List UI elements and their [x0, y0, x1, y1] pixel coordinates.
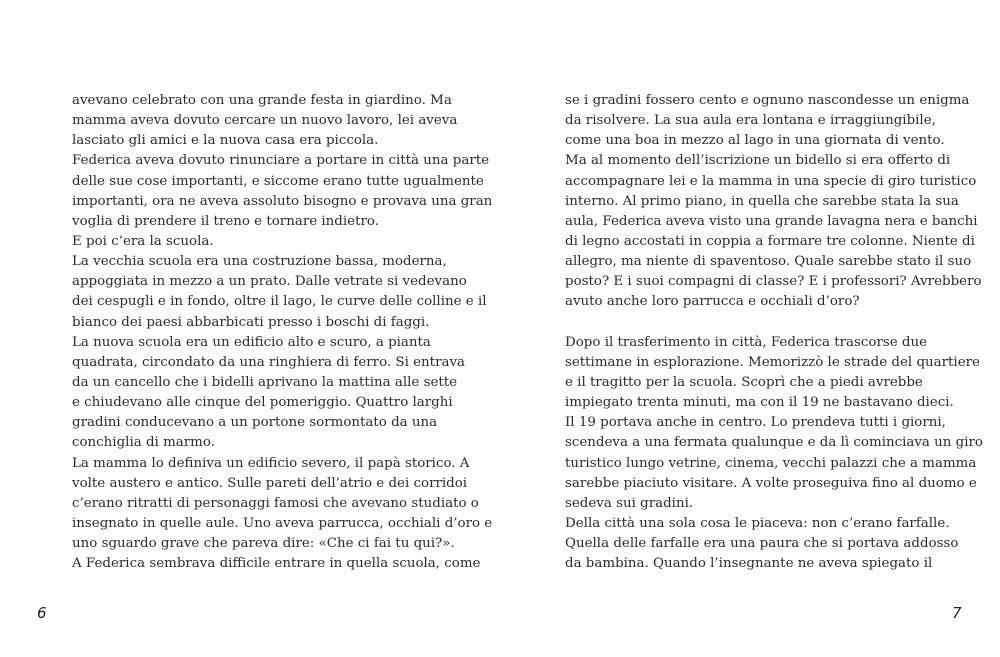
text-line: volte austero e antico. Sulle pareti dell’atrio e dei corridoi: [72, 475, 468, 491]
text-line: da un cancello che i bidelli aprivano la mattina alle sette: [72, 374, 458, 390]
text-line: da risolvere. La sua aula era lontana e irraggiungibile,: [565, 113, 936, 129]
text-line: Quella delle farfalle era una paura che si portava addosso: [565, 536, 959, 552]
text-line: mamma aveva dovuto cercare un nuovo lavoro, lei aveva: [72, 113, 458, 129]
text-line: e il tragitto per la scuola. Scoprì che a piedi avrebbe: [565, 374, 923, 390]
text-line: sarebbe piaciuto visitare. A volte proseguiva fino al duomo e: [565, 475, 977, 491]
text-line: E poi c’era la scuola.: [72, 233, 214, 249]
text-line: insegnato in quelle aule. Uno aveva parrucca, occhiali d’oro e: [72, 515, 493, 531]
text-line: interno. Al primo piano, in quella che sarebbe stata la sua: [565, 193, 959, 209]
text-line: aula, Federica aveva visto una grande lavagna nera e banchi: [565, 213, 978, 229]
text-line: La nuova scuola era un edificio alto e scuro, a pianta: [72, 334, 431, 350]
text-line: Della città una sola cosa le piaceva: non c’erano farfalle.: [565, 515, 950, 531]
text-line: La mamma lo definiva un edificio severo, il papà storico. A: [72, 455, 470, 471]
text-line: scendeva a una fermata qualunque e da lì cominciava un giro: [565, 435, 983, 451]
text-line: quadrata, circondato da una ringhiera di ferro. Si entrava: [72, 354, 465, 370]
text-line: come una boa in mezzo al lago in una giornata di vento.: [565, 133, 945, 149]
text-line: uno sguardo grave che pareva dire: «Che ci fai tu qui?».: [72, 536, 455, 552]
text-line: importanti, ora ne aveva assoluto bisogno e provava una gran: [72, 193, 493, 209]
text-line: accompagnare lei e la mamma in una specie di giro turistico: [565, 173, 977, 189]
right-page-text: [565, 91, 983, 574]
text-line: se i gradini fossero cento e ognuno nascondesse un enigma: [565, 93, 970, 108]
text-line: Dopo il trasferimento in città, Federica trascorse due: [565, 334, 928, 350]
page-number-left: 6: [37, 604, 47, 622]
text-line: conchiglia di marmo.: [72, 435, 215, 451]
paragraph-break: [565, 313, 983, 333]
text-line: Ma al momento dell’iscrizione un bidello si era offerto di: [565, 153, 951, 169]
text-line: sedeva sui gradini.: [565, 495, 694, 511]
text-line: avevano celebrato con una grande festa in giardino. Ma: [72, 93, 452, 108]
text-line: avuto anche loro parrucca e occhiali d’oro?: [565, 294, 860, 310]
text-line: gradini conducevano a un portone sormontato da una: [72, 415, 438, 431]
text-line: dei cespugli e in fondo, oltre il lago, le curve delle colline e il: [72, 294, 487, 310]
text-line: appoggiata in mezzo a un prato. Dalle vetrate si vedevano: [72, 274, 467, 290]
text-line: lasciato gli amici e la nuova casa era piccola.: [72, 133, 379, 149]
text-line: delle sue cose importanti, e siccome erano tutte ugualmente: [72, 173, 484, 189]
text-line: voglia di prendere il treno e tornare indietro.: [72, 213, 379, 229]
right-page: [500, 0, 1000, 657]
left-page-text: [72, 91, 492, 574]
text-line: e chiudevano alle cinque del pomeriggio. Quattro larghi: [72, 395, 453, 411]
text-line: Il 19 portava anche in centro. Lo prendeva tutti i giorni,: [565, 415, 946, 431]
text-line: allegro, ma niente di spaventoso. Quale sarebbe stato il suo: [565, 254, 972, 270]
text-line: turistico lungo vetrine, cinema, vecchi palazzi che a mamma: [565, 455, 977, 471]
text-line: di legno accostati in coppia a formare tre colonne. Niente di: [565, 233, 975, 249]
text-line: La vecchia scuola era una costruzione bassa, moderna,: [72, 254, 447, 270]
text-line: settimane in esplorazione. Memorizzò le strade del quartiere: [565, 354, 980, 370]
text-line: bianco dei paesi abbarbicati presso i boschi di faggi.: [72, 314, 430, 330]
text-line: impiegato trenta minuti, ma con il 19 ne bastavano dieci.: [565, 395, 954, 411]
text-line: c’erano ritratti di personaggi famosi che avevano studiato o: [72, 495, 479, 511]
text-line: Federica aveva dovuto rinunciare a portare in città una parte: [72, 153, 490, 169]
text-line: posto? E i suoi compagni di classe? E i professori? Avrebbero: [565, 274, 982, 290]
page-number-right: 7: [952, 604, 962, 622]
text-line: da bambina. Quando l’insegnante ne aveva spiegato il: [565, 556, 933, 572]
text-line: A Federica sembrava difficile entrare in quella scuola, come: [72, 556, 481, 572]
